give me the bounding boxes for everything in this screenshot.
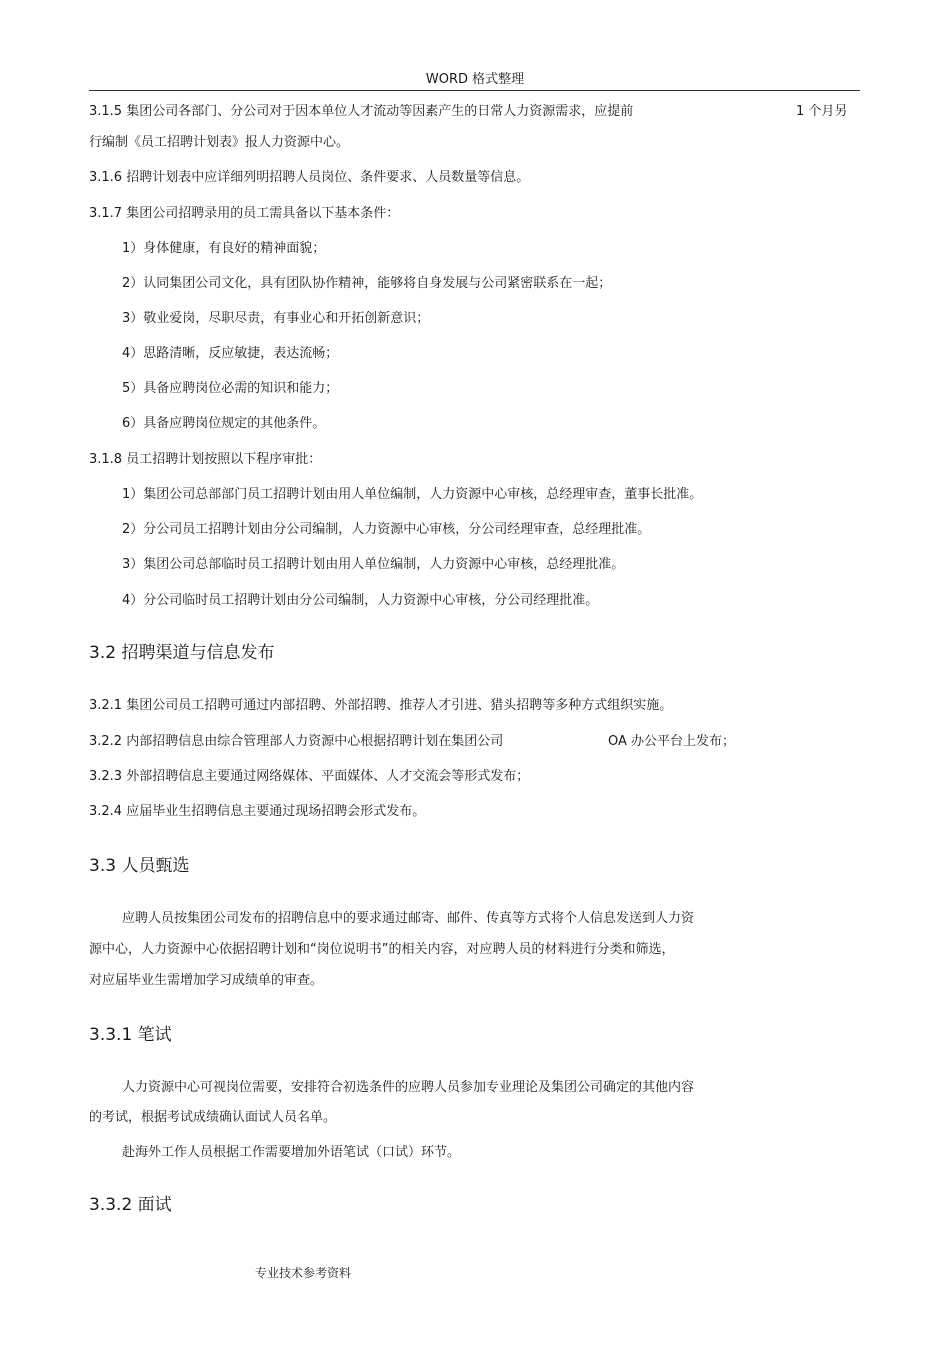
list-item: 3）敬业爱岗，尽职尽责，有事业心和开拓创新意识； — [122, 311, 430, 326]
list-item: 1）身体健康，有良好的精神面貌； — [122, 241, 326, 256]
paragraph-line: 赴海外工作人员根据工作需要增加外语笔试（口试）环节。 — [122, 1145, 461, 1160]
page-footer: 专业技术参考资料 — [255, 1266, 352, 1280]
paragraph-line: 的考试，根据考试成绩确认面试人员名单。 — [89, 1110, 337, 1125]
clause-3-1-8-title: 3.1.8 员工招聘计划按照以下程序审批： — [89, 452, 322, 467]
list-item: 2）分公司员工招聘计划由分公司编制，人力资源中心审核，分公司经理审查，总经理批准。 — [122, 522, 651, 537]
clause-3-2-2-tail: OA 办公平台上发布； — [608, 734, 736, 749]
list-item: 4）分公司临时员工招聘计划由分公司编制，人力资源中心审核，分公司经理批准。 — [122, 593, 599, 608]
list-item: 1）集团公司总部部门员工招聘计划由用人单位编制，人力资源中心审核，总经理审查，董事长批准。 — [122, 487, 703, 502]
clause-3-1-5-line1: 3.1.5 集团公司各部门、分公司对于因本单位人才流动等因素产生的日常人力资源需求，应提前 — [89, 104, 634, 119]
paragraph-line: 应聘人员按集团公司发布的招聘信息中的要求通过邮寄、邮件、传真等方式将个人信息发送到人力资 — [122, 911, 695, 926]
header-divider — [89, 90, 860, 91]
clause-3-2-2: 3.2.2 内部招聘信息由综合管理部人力资源中心根据招聘计划在集团公司 — [89, 734, 504, 749]
clause-3-2-3: 3.2.3 外部招聘信息主要通过网络媒体、平面媒体、人才交流会等形式发布； — [89, 769, 530, 784]
page-header: WORD 格式整理 — [425, 72, 525, 87]
list-item: 5）具备应聘岗位必需的知识和能力； — [122, 381, 339, 396]
paragraph-line: 人力资源中心可视岗位需要，安排符合初选条件的应聘人员参加专业理论及集团公司确定的其他内容 — [122, 1080, 695, 1095]
clause-3-1-6: 3.1.6 招聘计划表中应详细列明招聘人员岗位、条件要求、人员数量等信息。 — [89, 170, 530, 185]
clause-3-2-4: 3.2.4 应届毕业生招聘信息主要通过现场招聘会形式发布。 — [89, 804, 426, 819]
list-item: 6）具备应聘岗位规定的其他条件。 — [122, 416, 326, 431]
clause-3-2-1: 3.2.1 集团公司员工招聘可通过内部招聘、外部招聘、推荐人才引进、猎头招聘等多种方式组织实施。 — [89, 698, 673, 713]
list-item: 4）思路清晰，反应敏捷，表达流畅； — [122, 346, 339, 361]
clause-3-1-5-tail: 1 个月另 — [796, 104, 848, 119]
section-heading-3-3: 3.3 人员甄选 — [89, 856, 190, 876]
list-item: 2）认同集团公司文化，具有团队协作精神，能够将自身发展与公司紧密联系在一起； — [122, 276, 612, 291]
clause-3-1-5-line2: 行编制《员工招聘计划表》报人力资源中心。 — [89, 135, 350, 150]
paragraph-line: 对应届毕业生需增加学习成绩单的审查。 — [89, 973, 324, 988]
section-heading-3-3-2: 3.3.2 面试 — [89, 1195, 172, 1215]
section-heading-3-2: 3.2 招聘渠道与信息发布 — [89, 643, 275, 663]
clause-3-1-7-title: 3.1.7 集团公司招聘录用的员工需具备以下基本条件： — [89, 206, 400, 221]
paragraph-line: 源中心，人力资源中心依据招聘计划和“岗位说明书”的相关内容，对应聘人员的材料进行分类和筛选， — [89, 942, 675, 957]
section-heading-3-3-1: 3.3.1 笔试 — [89, 1025, 172, 1045]
list-item: 3）集团公司总部临时员工招聘计划由用人单位编制，人力资源中心审核，总经理批准。 — [122, 557, 625, 572]
